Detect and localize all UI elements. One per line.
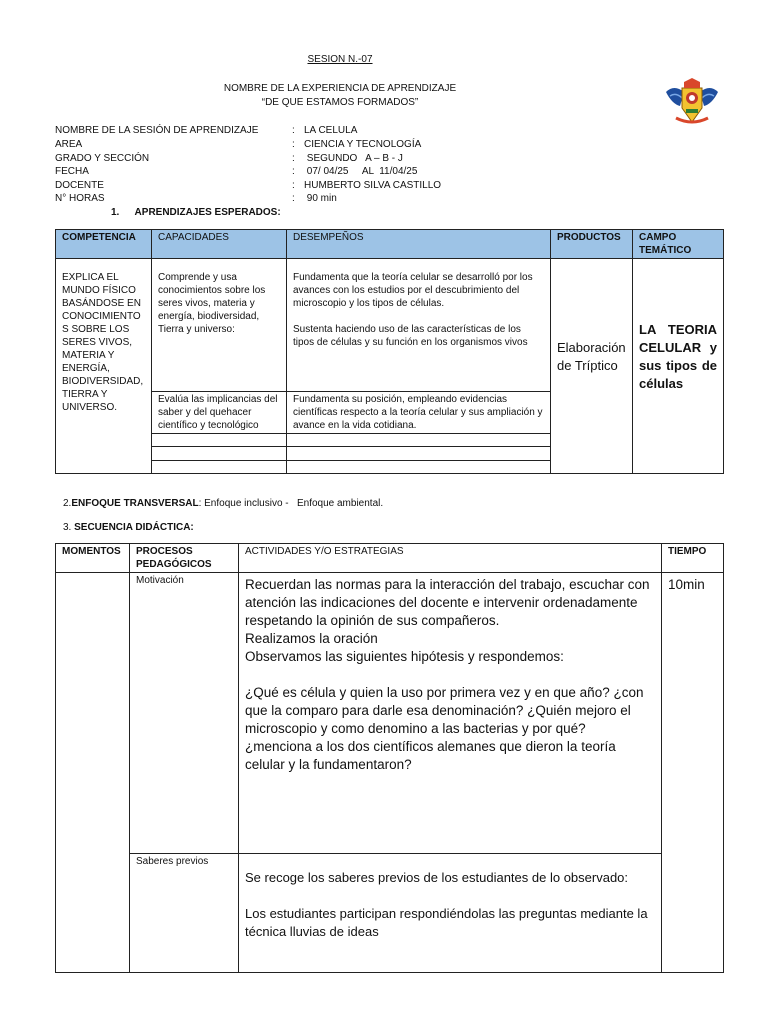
section-3-heading [63,521,194,535]
desempeno-1-cell [287,259,551,392]
activity-observe: Observamos las siguientes hipótesis y respondemos: [245,649,564,664]
header-productos: PRODUCTOS [551,230,633,259]
competencia-cell: EXPLICA EL MUNDO FÍSICO BASÁNDOSE EN CONOCIMIENTO S SOBRE LOS SERES VIVOS, MATERIA Y ENERGÍA, BIODIVERSIDAD, TIERRA Y UNIVERSO. [56,259,152,474]
info-colon: : [292,166,295,177]
school-crest-logo [664,78,720,126]
info-colon: : [292,180,295,191]
info-colon: : [292,139,295,150]
empty-cell [287,461,551,474]
header-desempenos: DESEMPEÑOS [287,230,551,259]
section-3-title: SECUENCIA DIDÁCTICA: [74,522,194,533]
campo-tematico-cell: LA TEORIA CELULAR y sus tipos de células [633,259,724,474]
info-label: AREA [55,139,83,150]
desempeno-1a: Fundamenta que la teoría celular se desarrolló por los avances con los estudios por el descubrimiento del microscopio y los tipos de células. [293,272,533,309]
momentos-cell [56,573,130,973]
info-label: FECHA [55,166,89,177]
empty-cell [287,434,551,447]
capacidad-2-cell: Evalúa las implicancias del saber y del quehacer científico y tecnológico [152,392,287,434]
desempeno-2-cell: Fundamenta su posición, empleando evidencias científicas respecto a la teoría celular y sus ampliación y avance en la vida cotidiana. [287,392,551,434]
activity-prayer: Realizamos la oración [245,631,378,646]
info-label: NOMBRE DE LA SESIÓN DE APRENDIZAJE [55,125,259,136]
header-procesos: PROCESOS PEDAGÓGICOS [130,544,239,573]
proceso-motivacion: Motivación [130,573,239,854]
info-label: N° HORAS [55,193,105,204]
header-capacidades: CAPACIDADES [152,230,287,259]
experience-label: NOMBRE DE LA EXPERIENCIA DE APRENDIZAJE [223,83,457,94]
info-value: CIENCIA Y TECNOLOGÍA [304,139,422,150]
section-1-title: APRENDIZAJES ESPERADOS: [134,207,281,218]
info-label: GRADO Y SECCIÓN [55,153,150,164]
header-momentos: MOMENTOS [56,544,130,573]
section-2-enfoque [63,497,383,511]
header-competencia: COMPETENCIA [56,230,152,259]
activity-prior-knowledge: Se recoge los saberes previos de los estudiantes de lo observado: [245,870,629,885]
info-label: DOCENTE [55,180,104,191]
info-value: LA CELULA [304,125,358,136]
header-campo-tematico: CAMPO TEMÁTICO [633,230,724,259]
info-colon: : [292,125,295,136]
activity-questions: ¿Qué es célula y quien la uso por primera vez y en que año? ¿con que la comparo para darle esa denominación? ¿Quién mejoro el microscopio y como denomino a las bacterias y por qué? ¿menciona a los dos científicos alemanes que dieron la teoría celular y la fundamentaron? [245,685,644,772]
didactic-sequence-table [55,543,724,973]
section-1-number: 1. [111,207,120,218]
proceso-saberes-previos: Saberes previos [130,854,239,973]
empty-cell [152,434,287,447]
desempeno-1b: Sustenta haciendo uso de las características de los tipos de células y su función en los organismos vivos [293,324,528,348]
producto-cell: Elaboración de Tríptico [551,259,633,474]
info-colon: : [292,153,295,164]
session-number: SESION N.-07 [307,54,373,65]
info-colon: : [292,193,295,204]
capacidad-1-cell: Comprende y usa conocimientos sobre los seres vivos, materia y energía, biodiversidad, Tierra y universo: [152,259,287,392]
section-1-heading [111,206,281,220]
learning-table [55,229,724,474]
section-2-number: 2. [63,498,72,509]
empty-cell [152,447,287,461]
activity-norms: Recuerdan las normas para la interacción del trabajo, escuchar con atención las indicaciones del docente e intervenir ordenadamente respetando la opinión de sus compañeros. [245,577,650,628]
empty-cell [287,447,551,461]
info-value: 90 min [304,193,337,204]
activities-motivacion-cell [239,573,662,854]
empty-cell [152,461,287,474]
info-value: SEGUNDO A – B - J [304,153,403,164]
tiempo-cell: 10min [662,573,724,973]
header-actividades: ACTIVIDADES Y/O ESTRATEGIAS [239,544,662,573]
section-3-number: 3. [63,522,72,533]
section-2-text: : Enfoque inclusivo - Enfoque ambiental. [198,498,384,509]
info-value: HUMBERTO SILVA CASTILLO [304,180,442,191]
header-tiempo: TIEMPO [662,544,724,573]
info-value: 07/ 04/25 AL 11/04/25 [304,166,418,177]
section-2-label: ENFOQUE TRANSVERSAL [71,498,199,509]
activities-saberes-cell [239,854,662,973]
experience-title: “DE QUE ESTAMOS FORMADOS” [261,97,419,108]
activity-brainstorm: Los estudiantes participan respondiéndolas las preguntas mediante la técnica lluvias de ideas [245,906,648,939]
